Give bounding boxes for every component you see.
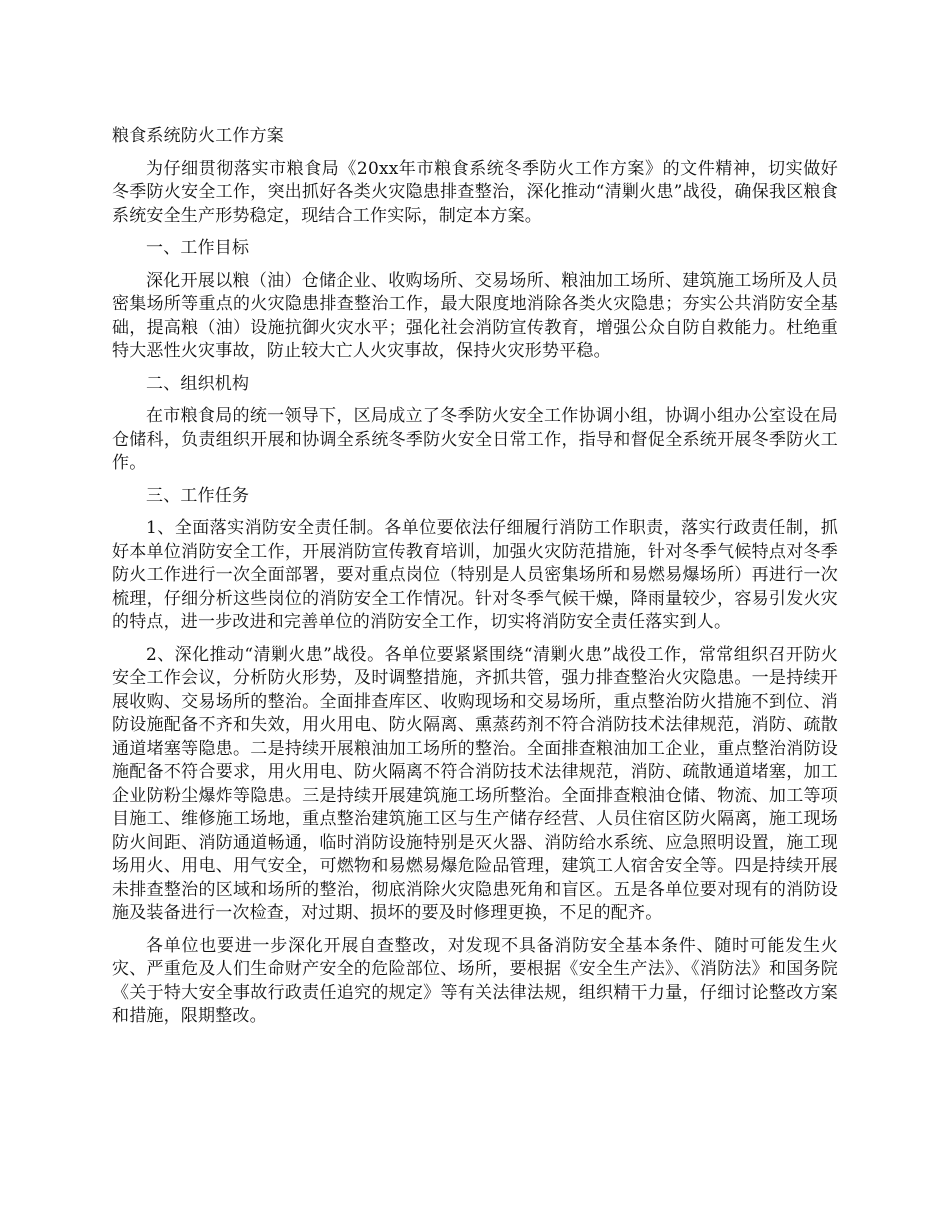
section-heading-goals: 一、工作目标 [146, 238, 250, 258]
document-title: 粮食系统防火工作方案 [112, 126, 284, 146]
organization-paragraph: 在市粮食局的统一领导下，区局成立了冬季防火安全工作协调小组，协调小组办公室设在局仓储科，负责组织开展和协调全系统冬季防火安全日常工作，指导和督促全系统开展冬季防火工作。 [112, 406, 838, 473]
section-heading-tasks: 三、工作任务 [146, 485, 250, 506]
task-1-paragraph: 1、全面落实消防安全责任制。各单位要依法仔细履行消防工作职责，落实行政责任制，抓好本单位消防安全工作，开展消防宣传教育培训，加强火灾防范措施，针对冬季气候特点对冬季防火工作进行一次全面部署，要对重点岗位（特别是人员密集场所和易燃易爆场所）再进行一次梳理，仔细分析这些岗位的消防安全工作情况。针对冬季气候干燥，降雨量较少，容易引发火灾的特点，进一步改进和完善单位的消防安全工作，切实将消防安全责任落实到人。 [112, 518, 838, 632]
intro-paragraph: 为仔细贯彻落实市粮食局《20xx年市粮食系统冬季防火工作方案》的文件精神，切实做好冬季防火安全工作，突出抓好各类火灾隐患排查整治，深化推动“清剿火患”战役，确保我区粮食系统安全生产形势稳定，现结合工作实际，制定本方案。 [112, 158, 838, 226]
section-heading-organization: 二、组织机构 [146, 373, 250, 394]
task-2-paragraph: 2、深化推动“清剿火患”战役。各单位要紧紧围绕“清剿火患”战役工作，常常组织召开防火安全工作会议，分析防火形势，及时调整措施，齐抓共管，强力排查整治火灾隐患。一是持续开展收购、交易场所的整治。全面排查库区、收购现场和交易场所，重点整治防火措施不到位、消防设施配备不齐和失效，用火用电、防火隔离、熏蒸药剂不符合消防技术法律规范，消防、疏散通道堵塞等隐患。二是持续开展粮油加工场所的整治。全面排查粮油加工企业，重点整治消防设施配备不符合要求，用火用电、防火隔离不符合消防技术法律规范，消防、疏散通道堵塞，加工企业防粉尘爆炸等隐患。三是持续开展建筑施工场所整治。全面排查粮油仓储、物流、加工等项目施工、维修施工场地，重点整治建筑施工区与生产储存经营、人员住宿区防火隔离，施工现场防火间距、消防通道畅通，临时消防设施特别是灭火器、消防给水系统、应急照明设置，施工现场用火、用电、用气安全，可燃物和易燃易爆危险品管理，建筑工人宿舍安全等。四是持续开展未排查整治的区域和场所的整治，彻底消除火灾隐患死角和盲区。五是各单位要对现有的消防设施及装备进行一次检查，对过期、损坏的要及时修理更换，不足的配齐。 [112, 644, 838, 923]
self-inspection-paragraph: 各单位也要进一步深化开展自查整改，对发现不具备消防安全基本条件、随时可能发生火灾、严重危及人们生命财产安全的危险部位、场所，要根据《安全生产法》、《消防法》和国务院《关于特大安全事故行政责任追究的规定》等有关法律法规，组织精干力量，仔细讨论整改方案和措施，限期整改。 [112, 935, 838, 1026]
goals-paragraph: 深化开展以粮（油）仓储企业、收购场所、交易场所、粮油加工场所、建筑施工场所及人员密集场所等重点的火灾隐患排查整治工作，最大限度地消除各类火灾隐患；夯实公共消防安全基础，提高粮（油）设施抗御火灾水平；强化社会消防宣传教育，增强公众自防自救能力。杜绝重特大恶性火灾事故，防止较大亡人火灾事故，保持火灾形势平稳。 [112, 270, 838, 361]
document-page [112, 125, 838, 1038]
